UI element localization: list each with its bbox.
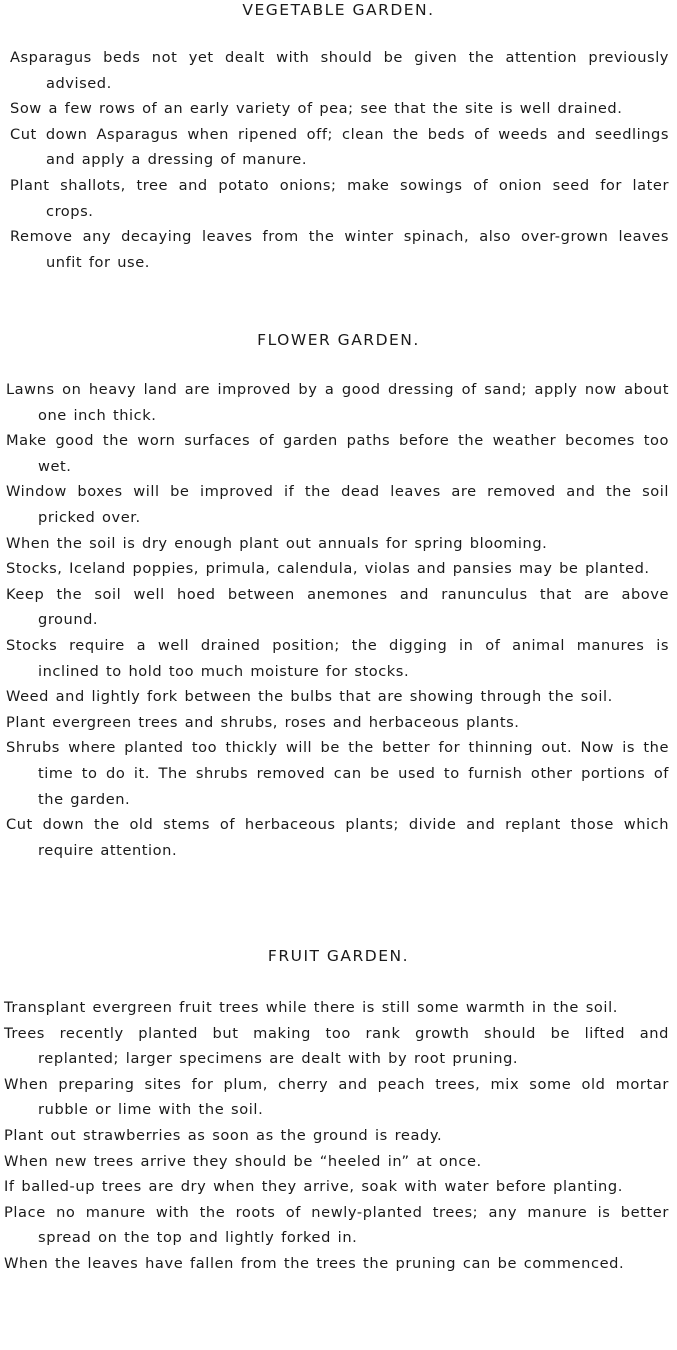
flower-garden-heading: FLOWER GARDEN. [257,331,420,349]
list-item: When preparing sites for plum, cherry and peach trees, mix some old mortar rubble or lime with the soil. [4,1075,669,1119]
list-item: Asparagus beds not yet dealt with should be given the attention previously advised. [10,49,669,92]
list-item: Make good the worn surfaces of garden paths before the weather becomes too wet. [6,432,669,475]
list-item: Plant shallots, tree and potato onions; make sowings of onion seed for later crops. [10,176,669,220]
list-item: When the leaves have fallen from the trees the pruning can be commenced. [4,1254,625,1272]
vegetable-garden-heading: VEGETABLE GARDEN. [242,1,435,19]
list-item: Lawns on heavy land are improved by a good dressing of sand; apply now about one inch thick. [6,381,669,424]
list-item: Cut down Asparagus when ripened off; clean the beds of weeds and seedlings and apply a dressing of manure. [10,125,669,169]
list-item: Shrubs where planted too thickly will be the better for thinning out. Now is the time to do it. The shrubs removed can be used to furnish other portions of the garden. [6,739,669,808]
list-item: If balled-up trees are dry when they arrive, soak with water before planting. [4,1178,623,1196]
list-item: Place no manure with the roots of newly-planted trees; any manure is better spread on the top and lightly forked in. [4,1203,669,1247]
list-item: Plant evergreen trees and shrubs, roses and herbaceous plants. [6,713,520,731]
vegetable-garden-list [0,45,677,275]
list-item: Stocks require a well drained position; the digging in of animal manures is inclined to hold too much moisture for stocks. [6,636,669,680]
list-item: Trees recently planted but making too rank growth should be lifted and replanted; larger specimens are dealt with by root pruning. [4,1024,669,1068]
fruit-garden-list [0,995,677,1277]
list-item: Stocks, Iceland poppies, primula, calendula, violas and pansies may be planted. [6,560,650,578]
list-item: Cut down the old stems of herbaceous plants; divide and replant those which require attention. [6,816,669,859]
flower-garden-list [0,377,677,863]
list-item: Sow a few rows of an early variety of pea; see that the site is well drained. [10,100,623,118]
fruit-garden-heading: FRUIT GARDEN. [267,947,410,965]
list-item: Weed and lightly fork between the bulbs that are showing through the soil. [6,688,613,706]
list-item: Keep the soil well hoed between anemones and ranunculus that are above ground. [6,585,669,629]
list-item: Transplant evergreen fruit trees while there is still some warmth in the soil. [4,999,618,1016]
list-item: When the soil is dry enough plant out annuals for spring blooming. [6,534,548,552]
list-item: Remove any decaying leaves from the winter spinach, also over-grown leaves unfit for use. [10,228,669,271]
list-item: Plant out strawberries as soon as the ground is ready. [4,1126,443,1144]
list-item: When new trees arrive they should be “heeled in” at once. [4,1152,482,1170]
list-item: Window boxes will be improved if the dead leaves are removed and the soil pricked over. [6,483,669,526]
